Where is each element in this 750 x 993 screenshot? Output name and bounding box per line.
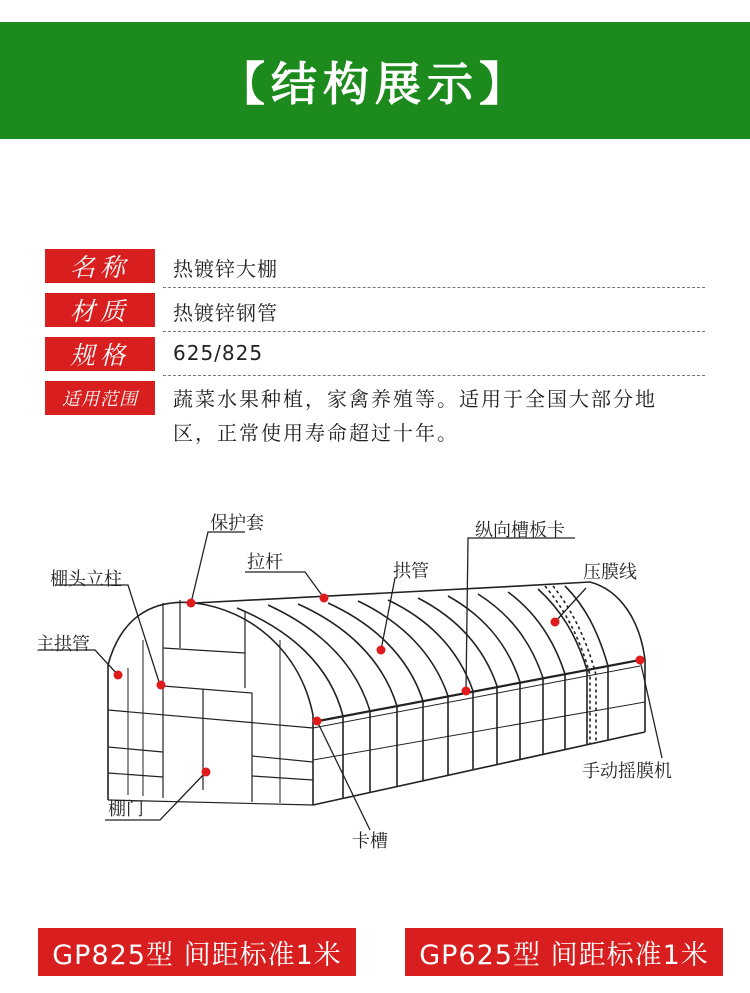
spec-row-name xyxy=(45,246,665,284)
model-gp625-badge: GP625型 间距标准1米 xyxy=(405,928,723,976)
marker-dot xyxy=(462,687,471,696)
model-gp825-badge: GP825型 间距标准1米 xyxy=(38,928,356,976)
marker-dot xyxy=(114,671,123,680)
leader-tie-rod xyxy=(245,572,324,598)
label-door: 棚门 xyxy=(108,799,144,820)
rib xyxy=(388,600,473,769)
label-protective-cover: 保护套 xyxy=(210,513,264,534)
leader-slot-clip xyxy=(466,538,575,691)
label-tie-rod: 拉杆 xyxy=(247,552,283,573)
marker-dot xyxy=(636,656,645,665)
marker-dot xyxy=(377,646,386,655)
marker-dot xyxy=(202,768,211,777)
door-frame xyxy=(163,686,252,802)
label-film-roller: 手动摇膜机 xyxy=(582,761,672,782)
dashed-divider xyxy=(163,375,705,376)
spec-value-material: 热镀锌钢管 xyxy=(173,301,278,325)
side-purlin xyxy=(313,702,645,760)
marker-dot xyxy=(187,599,196,608)
label-film-press-line: 压膜线 xyxy=(583,562,637,583)
marker-dot xyxy=(551,618,560,627)
gable-beam xyxy=(108,773,163,777)
marker-dot xyxy=(320,594,329,603)
spec-value-name: 热镀锌大棚 xyxy=(173,257,278,281)
rib xyxy=(237,608,343,798)
spec-label-spec: 规格 xyxy=(45,337,155,371)
label-arch-pipe: 拱管 xyxy=(393,561,429,582)
label-slot-clip: 纵向槽板卡 xyxy=(475,520,565,541)
spec-label-scope: 适用范围 xyxy=(45,381,155,415)
leader-film-roller xyxy=(640,660,662,758)
gable-beam xyxy=(108,710,313,728)
spec-value-scope: 蔬菜水果种植，家禽养殖等。适用于全国大部分地区，正常使用寿命超过十年。 xyxy=(173,387,657,445)
gable-beam xyxy=(252,776,313,780)
spec-value-spec: 625/825 xyxy=(173,341,264,365)
rib xyxy=(358,601,448,775)
marker-dot xyxy=(157,681,166,690)
label-gable-post: 棚头立柱 xyxy=(50,569,122,590)
rib xyxy=(478,594,543,754)
spec-label-name: 名称 xyxy=(45,249,155,283)
title-banner xyxy=(0,22,750,139)
dashed-divider xyxy=(163,331,705,332)
page-title: 【结构展示】 xyxy=(219,56,531,111)
label-main-arch: 主拱管 xyxy=(36,634,90,655)
spec-row-material xyxy=(45,290,665,328)
spec-row-spec xyxy=(45,334,665,372)
dashed-divider xyxy=(163,287,705,288)
leader-protective-cover xyxy=(191,532,245,603)
gable-beam xyxy=(163,648,245,653)
marker-dot xyxy=(313,717,322,726)
gable-beam xyxy=(252,756,313,762)
gable-beam xyxy=(108,747,163,752)
label-slot: 卡槽 xyxy=(352,831,388,852)
spec-label-material: 材质 xyxy=(45,293,155,327)
slot-rail-inner xyxy=(313,666,640,728)
